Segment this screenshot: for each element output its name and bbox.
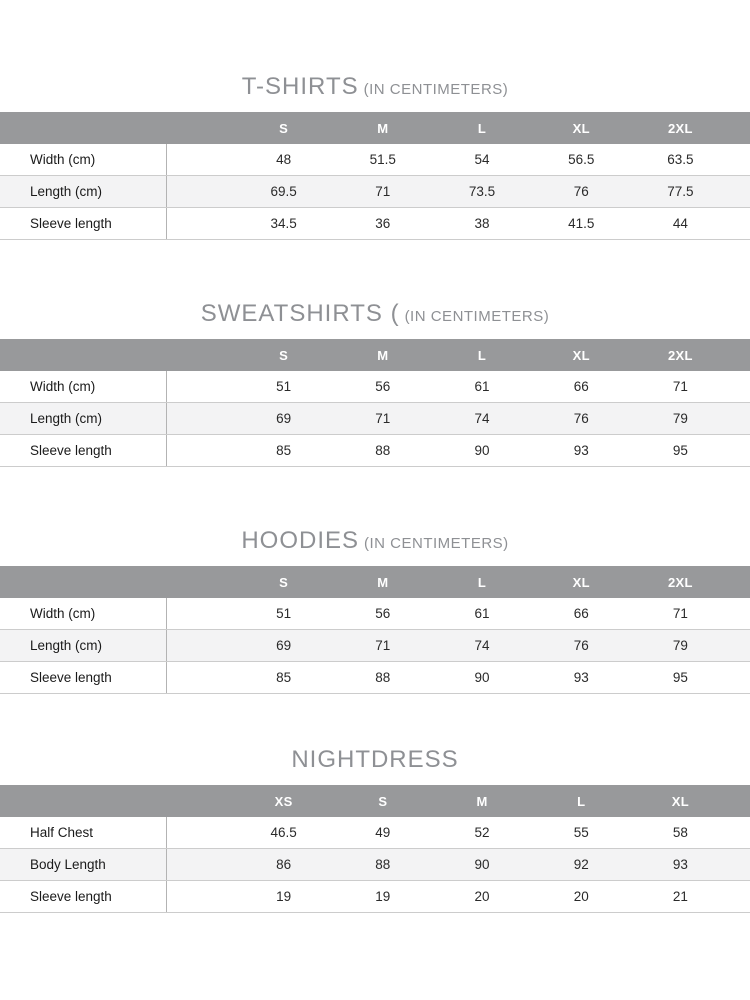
table-row (0, 435, 750, 467)
size-column-header: S (279, 347, 289, 363)
size-column-header: S (279, 120, 289, 136)
measurement-value: 95 (672, 670, 688, 685)
row-values (167, 176, 750, 207)
row-label: Width (cm) (0, 371, 167, 402)
measurement-value: 52 (474, 825, 490, 840)
size-column-header: 2XL (668, 120, 693, 136)
row-values (167, 817, 750, 848)
measurement-value: 71 (375, 411, 391, 426)
row-label: Sleeve length (0, 662, 167, 693)
measurement-value: 51 (276, 606, 292, 621)
table-subtitle-text: (IN CENTIMETERS) (364, 535, 509, 552)
table-body (0, 371, 750, 467)
table-row (0, 208, 750, 240)
measurement-value: 66 (573, 379, 589, 394)
measurement-value: 69 (276, 411, 292, 426)
size-column-header: L (477, 120, 487, 136)
measurement-value: 86 (276, 857, 292, 872)
measurement-value: 93 (573, 670, 589, 685)
table-body (0, 817, 750, 913)
table-row (0, 630, 750, 662)
row-label: Sleeve length (0, 435, 167, 466)
table-subtitle-text: (IN CENTIMETERS) (363, 81, 509, 98)
row-values (167, 630, 750, 661)
size-column-header: 2XL (668, 574, 693, 590)
row-label: Width (cm) (0, 598, 167, 629)
measurement-value: 56 (375, 606, 391, 621)
size-column-headers (167, 785, 750, 817)
measurement-value: 54 (474, 152, 490, 167)
measurement-value: 49 (375, 825, 391, 840)
table-row (0, 662, 750, 694)
row-label: Length (cm) (0, 630, 167, 661)
size-column-header: M (476, 793, 488, 809)
table-header-row (0, 785, 750, 817)
row-values (167, 598, 750, 629)
measurement-value: 69 (276, 638, 292, 653)
measurement-value: 21 (672, 889, 688, 904)
header-spacer-cell (0, 566, 167, 598)
size-column-header: S (279, 574, 289, 590)
measurement-value: 36 (375, 216, 391, 231)
measurement-value: 55 (573, 825, 589, 840)
size-column-header: XL (572, 574, 590, 590)
row-values (167, 371, 750, 402)
row-label: Sleeve length (0, 208, 167, 239)
size-table-section (0, 747, 750, 913)
measurement-value: 74 (474, 638, 490, 653)
size-table-section (0, 301, 750, 467)
size-column-header: XL (572, 347, 590, 363)
size-column-header: L (477, 347, 487, 363)
size-column-headers (167, 566, 750, 598)
measurement-value: 90 (474, 857, 490, 872)
measurement-value: 46.5 (270, 825, 297, 840)
measurement-value: 92 (573, 857, 589, 872)
header-spacer-cell (0, 339, 167, 371)
measurement-value: 38 (474, 216, 490, 231)
measurement-value: 85 (276, 670, 292, 685)
measurement-value: 77.5 (667, 184, 694, 199)
table-body (0, 598, 750, 694)
row-label: Body Length (0, 849, 167, 880)
size-column-header: 2XL (668, 347, 693, 363)
header-spacer-cell (0, 112, 167, 144)
table-row (0, 144, 750, 176)
row-values (167, 435, 750, 466)
row-values (167, 144, 750, 175)
size-column-header: M (377, 120, 389, 136)
measurement-value: 63.5 (667, 152, 694, 167)
row-label: Width (cm) (0, 144, 167, 175)
table-title-text: NIGHTDRESS (291, 746, 459, 773)
size-column-header: S (378, 793, 388, 809)
measurement-value: 85 (276, 443, 292, 458)
measurement-value: 88 (375, 670, 391, 685)
measurement-value: 19 (276, 889, 292, 904)
row-label: Half Chest (0, 817, 167, 848)
measurement-value: 58 (672, 825, 688, 840)
measurement-value: 71 (672, 379, 688, 394)
measurement-value: 90 (474, 443, 490, 458)
measurement-value: 71 (672, 606, 688, 621)
measurement-value: 19 (375, 889, 391, 904)
table-title-text: T-SHIRTS (241, 73, 359, 100)
size-table-section (0, 528, 750, 694)
table-row (0, 849, 750, 881)
measurement-value: 79 (672, 411, 688, 426)
measurement-value: 71 (375, 638, 391, 653)
measurement-value: 88 (375, 857, 391, 872)
table-title-text: HOODIES (241, 527, 359, 554)
table-header-row (0, 566, 750, 598)
row-label: Length (cm) (0, 176, 167, 207)
measurement-value: 93 (672, 857, 688, 872)
table-header-row (0, 112, 750, 144)
size-table-section (0, 74, 750, 240)
measurement-value: 71 (375, 184, 391, 199)
measurement-value: 90 (474, 670, 490, 685)
table-title (0, 301, 750, 327)
size-column-header: XS (274, 793, 293, 809)
table-title (0, 747, 750, 773)
measurement-value: 76 (573, 184, 589, 199)
size-column-headers (167, 112, 750, 144)
row-values (167, 849, 750, 880)
measurement-value: 66 (573, 606, 589, 621)
measurement-value: 20 (573, 889, 589, 904)
table-title-text: SWEATSHIRTS ( (200, 300, 400, 327)
measurement-value: 88 (375, 443, 391, 458)
measurement-value: 51.5 (369, 152, 396, 167)
measurement-value: 41.5 (568, 216, 595, 231)
table-row (0, 817, 750, 849)
table-row (0, 403, 750, 435)
measurement-value: 61 (474, 606, 490, 621)
measurement-value: 51 (276, 379, 292, 394)
table-row (0, 371, 750, 403)
measurement-value: 95 (672, 443, 688, 458)
size-column-header: L (477, 574, 487, 590)
measurement-value: 61 (474, 379, 490, 394)
measurement-value: 76 (573, 638, 589, 653)
row-values (167, 403, 750, 434)
table-title (0, 74, 750, 100)
table-row (0, 881, 750, 913)
table-body (0, 144, 750, 240)
measurement-value: 34.5 (270, 216, 297, 231)
measurement-value: 56.5 (568, 152, 595, 167)
row-values (167, 881, 750, 912)
measurement-value: 48 (276, 152, 292, 167)
size-column-header: L (577, 793, 586, 809)
table-title (0, 528, 750, 554)
size-column-header: M (377, 574, 389, 590)
table-row (0, 598, 750, 630)
measurement-value: 73.5 (468, 184, 496, 199)
size-column-header: M (377, 347, 389, 363)
measurement-value: 76 (573, 411, 589, 426)
table-row (0, 176, 750, 208)
row-label: Sleeve length (0, 881, 167, 912)
row-values (167, 208, 750, 239)
measurement-value: 74 (474, 411, 490, 426)
measurement-value: 44 (672, 216, 688, 231)
table-subtitle-text: (IN CENTIMETERS) (404, 308, 550, 325)
size-column-header: XL (671, 793, 690, 809)
size-column-headers (167, 339, 750, 371)
measurement-value: 56 (375, 379, 391, 394)
header-spacer-cell (0, 785, 167, 817)
row-label: Length (cm) (0, 403, 167, 434)
measurement-value: 93 (573, 443, 589, 458)
row-values (167, 662, 750, 693)
size-column-header: XL (572, 120, 590, 136)
measurement-value: 69.5 (270, 184, 297, 199)
table-header-row (0, 339, 750, 371)
measurement-value: 79 (672, 638, 688, 653)
measurement-value: 20 (474, 889, 490, 904)
